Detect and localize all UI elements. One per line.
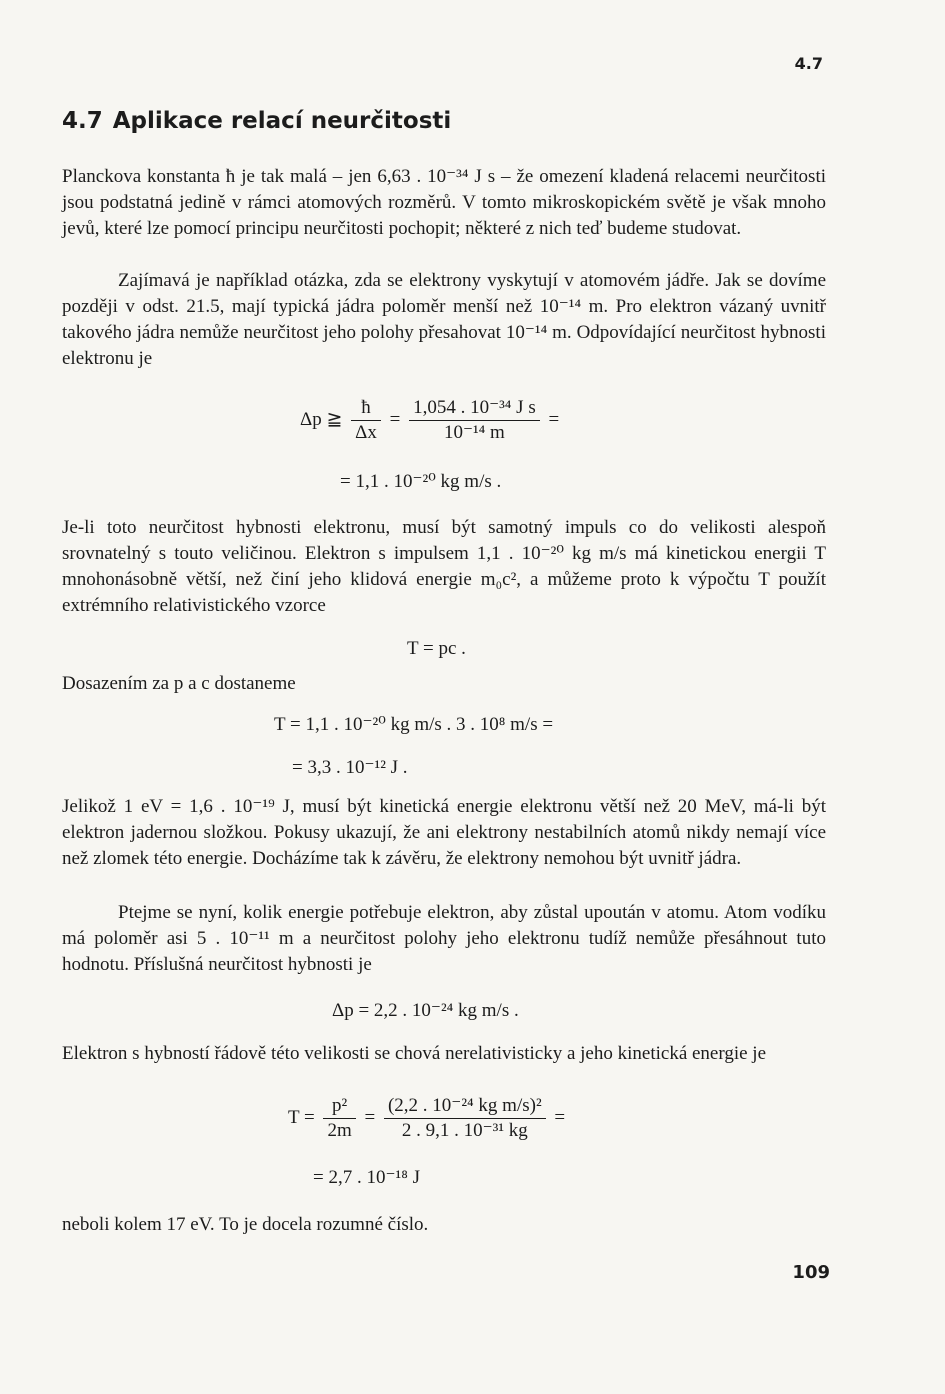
- equation-3a: T = 1,1 . 10⁻²⁰ kg m/s . 3 . 10⁸ m/s =: [274, 714, 554, 735]
- fraction-numerator: (2,2 . 10⁻²⁴ kg m/s)²: [384, 1094, 546, 1119]
- section-heading-number: 4.7: [62, 108, 103, 134]
- equation-1a: [300, 396, 559, 445]
- equation-2: T = pc .: [407, 638, 466, 659]
- equals-sign: =: [364, 1106, 376, 1128]
- fraction-numerator: 1,054 . 10⁻³⁴ J s: [409, 396, 540, 421]
- paragraph-2: Zajímavá je například otázka, zda se elektrony vyskytují v atomovém jádře. Jak se dovíme později v odst. 21.5, mají typická jádra poloměr menší než 10⁻¹⁴ m. Pro elektron vázaný uvnitř takového jádra nemůže neurčitost jeho polohy přesahovat 10⁻¹⁴ m. Odpovídající neurčitost hybnosti elektronu je: [62, 270, 826, 369]
- equation-1a-fraction-2: [409, 396, 540, 445]
- equals-sign: =: [389, 408, 401, 430]
- paragraph-6: Ptejme se nyní, kolik energie potřebuje elektron, aby zůstal upoután v atomu. Atom vodíku má poloměr asi 5 . 10⁻¹¹ m a neurčitost polohy jeho elektronu tudíž nemůže přesáhnout tuto hodnotu. Příslušná neurčitost hybnosti je: [62, 902, 826, 975]
- equation-1a-lhs: Δp ≧: [300, 408, 343, 430]
- fraction-denominator: 2 . 9,1 . 10⁻³¹ kg: [401, 1120, 528, 1141]
- paragraph-8: neboli kolem 17 eV. To je docela rozumné číslo.: [62, 1214, 429, 1235]
- fraction-denominator: 2m: [327, 1120, 352, 1141]
- page-number: 109: [792, 1262, 830, 1283]
- fraction-denominator: 10⁻¹⁴ m: [443, 422, 505, 443]
- paragraph-1: Planckova konstanta ħ je tak malá – jen 6,63 . 10⁻³⁴ J s – že omezení kladená relacemi neurčitosti jsou podstatná jedině v rámci atomových rozměrů. V tomto mikroskopickém světě je však mnoho jevů, které lze pomocí principu neurčitosti pochopit; některé z nich teď budeme studovat.: [62, 166, 826, 239]
- equation-5b: = 2,7 . 10⁻¹⁸ J: [313, 1167, 420, 1188]
- equation-4: Δp = 2,2 . 10⁻²⁴ kg m/s .: [332, 1000, 519, 1021]
- equation-5a-lhs: T =: [288, 1106, 315, 1128]
- section-heading-title: Aplikace relací neurčitosti: [112, 108, 452, 134]
- paragraph-5: Jelikož 1 eV = 1,6 . 10⁻¹⁹ J, musí být kinetická energie elektronu větší než 20 MeV, má-li být elektron jadernou složkou. Pokusy ukazují, že ani elektrony nestabilních atomů nikdy nemají více než zlomek této energie. Docházíme tak k závěru, že elektrony nemohou být uvnitř jádra.: [62, 796, 826, 869]
- paragraph-4: Dosazením za p a c dostaneme: [62, 673, 296, 694]
- fraction-numerator: ħ: [351, 396, 381, 421]
- running-section-number: 4.7: [794, 54, 823, 73]
- equation-5a-fraction-2: [384, 1094, 546, 1143]
- equation-1b: = 1,1 . 10⁻²⁰ kg m/s .: [340, 471, 502, 492]
- section-heading: [62, 108, 451, 134]
- fraction-denominator: Δx: [355, 422, 377, 443]
- equals-sign: =: [554, 1106, 566, 1128]
- equation-5a-fraction-1: [323, 1094, 355, 1143]
- fraction-numerator: p²: [323, 1094, 355, 1119]
- equation-3b: = 3,3 . 10⁻¹² J .: [292, 757, 408, 778]
- paragraph-3: Je-li toto neurčitost hybnosti elektronu, musí být samotný impuls co do velikosti alespoň srovnatelný s touto veličinou. Elektron s impulsem 1,1 . 10⁻²⁰ kg m/s má kinetickou energii T mnohonásobně větší, než činí jeho klidová energie m₀c², a můžeme proto k výpočtu T použít extrémního relativistického vzorce: [62, 517, 826, 616]
- paragraph-7: Elektron s hybností řádově této velikosti se chová nerelativisticky a jeho kinetická energie je: [62, 1043, 767, 1064]
- equation-1a-fraction-1: [351, 396, 381, 445]
- equation-5a: [288, 1094, 565, 1143]
- equals-sign: =: [548, 408, 560, 430]
